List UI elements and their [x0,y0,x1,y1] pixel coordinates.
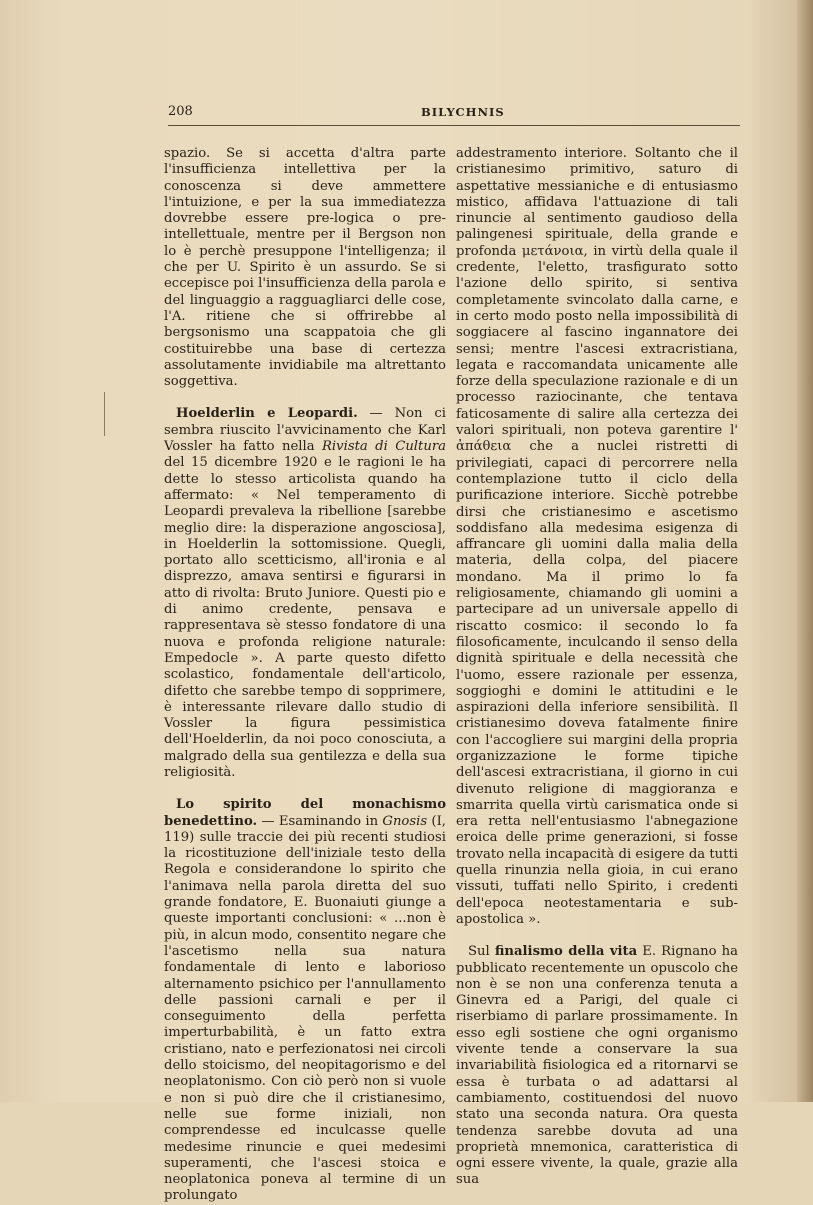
paragraph-monachismo [164,797,446,1204]
book-spine-edge [797,0,813,1102]
paragraph-text: Sul [468,944,495,960]
left-column [164,146,446,1205]
paragraph-text: (I, 119) sulle traccie dei più recenti studiosi la ricostituzione dell'iniziale testo della Regola e considerandone lo spirito che l'animava nella parola diretta del suo grande fondatore, E. Buonaiuti giunge a queste importanti conclusioni: « ...non è più, in alcun modo, consentito negare che l'ascetismo nella sua natura fondamentale di lento e laborioso alternamento psichico per l'annullamento delle passioni carnali e per il conseguimento della perfetta imperturbabilità, è un fatto extra cristiano, nato e perfezionatosi nei circoli dello stoicismo, del neopitagorismo e del neoplatonismo. Con ciò però non si vuole e non si può dire che il cristianesimo, nelle sue forme iniziali, non comprendesse ed inculcasse quelle medesime rinuncie e quei medesimi superamenti, che l'ascesi stoica e neoplatonica poneva al termine di un prolungato [164,813,446,1204]
section-heading-hoelderlin: Hoelderlin e Leopardi. [176,406,358,422]
margin-pencil-mark [104,392,105,436]
page-header [168,104,740,124]
paragraph-text: E. Rignano ha pubblicato recentemente un opuscolo che non è se non una conferenza tenuta a Ginevra ed a Parigi, del quale ci riserbiamo di parlare prossimamente. In esso egli sostiene che ogni organismo vivente tende a conservare la sua invariabilità fisiologica ed a ritornarvi se essa è turbata o ad adattarsi al cambiamento, costituendosi del nuovo stato una seconda natura. Ora questa tendenza sarebbe dovuta ad una proprietà mnemonica, caratteristica di ogni essere vivente, la quale, grazie alla sua [456,944,738,1188]
paragraph-text: del 15 dicembre 1920 e le ragioni le ha dette lo stesso articolista quando ha affermato: « Nel temperamento di Leopardi prevaleva la ribellione [sarebbe meglio dire: la disperazione angosciosa], in Hoelderlin la sottomissione. Quegli, portato allo scetticismo, all'ironia e al disprezzo, amava sentirsi e figurarsi in atto di rivolta: Bruto Juniore. Questi pio e di animo credente, pensava e rappresentava sè stesso fondatore di una nuova e profonda religione naturale: Empedocle ». A parte questo difetto scolastico, fondamentale dell'articolo, difetto che sarebbe tempo di sopprimere, è interessante rilevare dallo studio di Vossler la figura pessimistica dell'Hoelderlin, da noi poco conosciuta, a malgrado della sua gentilezza e della sua religiosità. [164,455,446,780]
paragraph-text: — Non ci sembra riuscito l'avvicinamento che Karl Vossler ha fatto nella [164,406,447,455]
header-rule [168,125,740,126]
paragraph-finalismo [456,944,738,1188]
page-number: 208 [168,104,193,119]
paragraph-text: — Esaminando in [257,813,383,829]
right-column [456,146,738,1189]
running-title: BILYCHNIS [421,105,505,119]
journal-title: Gnosis [382,813,428,829]
paragraph-hoelderlin-leopardi [164,406,446,781]
journal-title: Rivista di Cultura [322,439,446,455]
section-heading-monachismo: Lo spirito del monachismo benedettino. [164,797,446,829]
paragraph-bergson: spazio. Se si accetta d'altra parte l'insufficienza intellettiva per la conoscenza si deve ammettere l'intuizione, e per la sua immediatezza dovrebbe essere pre-logica o pre-intellettuale, mentre per il Bergson non lo è perchè presuppone l'intelligenza; il che per U. Spirito è un assurdo. Se si eccepisce poi l'insufficienza della parola e del linguaggio a ragguagliarci delle cose, l'A. ritiene che si offrirebbe al bergsonismo una scappatoia che gli costituirebbe una base di certezza assolutamente invidiabile ma altrettanto soggettiva. [164,146,446,390]
paragraph-cristianesimo: addestramento interiore. Soltanto che il cristianesimo primitivo, saturo di aspettative messianiche e di entusiasmo mistico, affidava l'attuazione di tali rinuncie al sentimento gaudioso della palingenesi spirituale, della grande e profonda μετάνοια, in virtù della quale il credente, l'eletto, trasfigurato sotto l'azione dello spirito, si sentiva completamente svincolato dalla carne, e in certo modo posto nella impossibilità di soggiacere al fascino ingannatore dei sensi; mentre l'ascesi extracristiana, legata e raccomandata unicamente alle forze della speculazione razionale e di un processo raziocinante, che tentava faticosamente di salire alla certezza dei valori spirituali, non poteva garentire l' ἀπάθεια che a nuclei ristretti di privilegiati, capaci di percorrere nella contemplazione tutto il ciclo della purificazione interiore. Sicchè potrebbe dirsi che cristianesimo e ascetismo soddisfano alla medesima esigenza di affrancare gli uomini dalla malia della materia, della colpa, del piacere mondano. Ma il primo lo fa religiosamente, chiamando gli uomini a partecipare ad un universale appello di riscatto cosmico: il secondo lo fa filosoficamente, inculcando il senso della dignità spirituale e della necessità che l'uomo, essere razionale per essenza, soggioghi e domini le attitudini e le aspirazioni della inferiore sensibilità. Il cristianesimo doveva fatalmente finire con l'accogliere sui margini della propria organizzazione le forme tipiche dell'ascesi extracristiana, il giorno in cui divenuto religione di maggioranza e smarrita quella virtù carismatica onde si era retta nell'entusiasmo l'abnegazione eroica delle prime generazioni, si fosse trovato nella incapacità di esigere da tutti quella rinunzia nella gioia, in cui erano vissuti, tuffati nello Spirito, i credenti dell'epoca neotestamentaria e sub-apostolica ». [456,146,738,927]
section-heading-finalismo: finalismo della vita [494,944,638,960]
